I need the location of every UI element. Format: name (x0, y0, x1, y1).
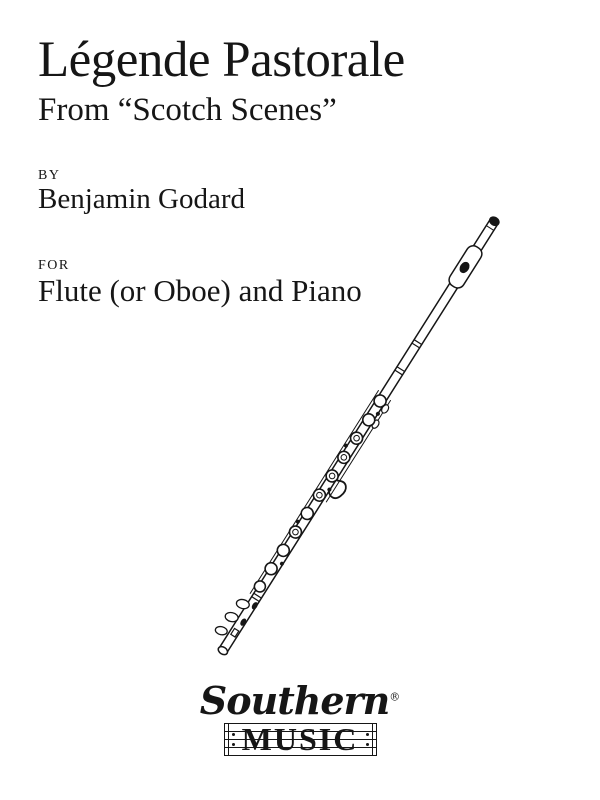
page-title: Légende Pastorale (38, 32, 405, 88)
instrumentation: Flute (or Oboe) and Piano (38, 273, 362, 308)
flute-head-joint (446, 213, 503, 291)
for-label: FOR (38, 258, 70, 273)
by-label: BY (38, 168, 61, 183)
page-subtitle: From “Scotch Scenes” (38, 92, 337, 128)
composer-name: Benjamin Godard (38, 183, 245, 215)
registered-trademark: ® (389, 690, 401, 704)
publisher-script-name (190, 680, 410, 722)
publisher-caps-text: MUSIC (241, 720, 359, 757)
publisher-script-text: Southern (199, 678, 390, 723)
flute-body-keys (252, 391, 389, 596)
publisher-caps-box (224, 720, 377, 757)
publisher-logo (190, 680, 410, 756)
